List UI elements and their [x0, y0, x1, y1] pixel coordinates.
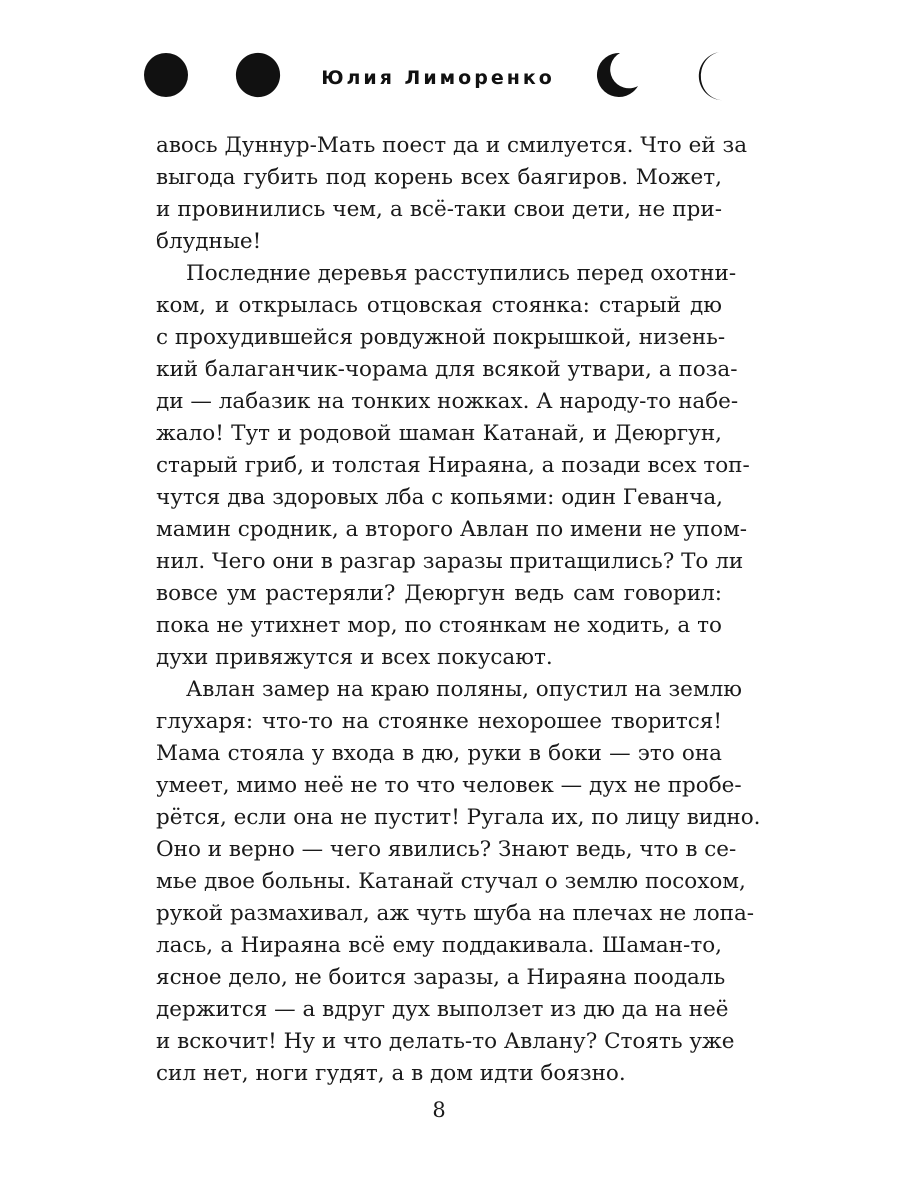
text-line: ясное дело, не боится заразы, а Нираяна поодаль [156, 965, 726, 990]
text-line: кий балаганчик-чорама для всякой утвари, а поза- [156, 357, 738, 382]
text-line: ди — лабазик на тонких ножках. А народу-то набе- [156, 389, 739, 414]
page-header [140, 44, 736, 106]
text-line: и провинились чем, а всё-таки свои дети, не при- [156, 197, 722, 222]
text-line: ком, и открылась отцовская стоянка: старый дю [156, 293, 722, 318]
body-text [156, 130, 761, 1090]
text-line: авось Дуннур-Мать поест да и смилуется. Что ей за [156, 133, 748, 158]
text-line: и вскочит! Ну и что делать-то Авлану? Стоять уже [156, 1029, 735, 1054]
text-line: рукой размахивал, аж чуть шуба на плечах не лопа- [156, 901, 755, 926]
text-line: глухаря: что-то на стоянке нехорошее творится! [156, 709, 722, 734]
text-line: с прохудившейся ровдужной покрышкой, низень- [156, 325, 726, 350]
text-line: выгода губить под корень всех баягиров. Может, [156, 165, 722, 190]
text-line: блудные! [156, 229, 262, 254]
thin-crescent-moon-icon [686, 44, 738, 106]
paragraph [156, 674, 761, 1090]
text-line: пока не утихнет мор, по стоянкам не ходить, а то [156, 613, 722, 638]
paragraph [156, 258, 750, 674]
text-line: рётся, если она не пустит! Ругала их, по лицу видно. [156, 805, 761, 830]
text-line: Оно и верно — чего явились? Знают ведь, что в се- [156, 837, 737, 862]
text-line: жало! Тут и родовой шаман Катанай, и Деюргун, [156, 421, 722, 446]
text-line: мамин сродник, а второго Авлан по имени не упом- [156, 517, 748, 542]
text-line: Авлан замер на краю поляны, опустил на землю [186, 677, 742, 702]
text-line: нил. Чего они в разгар заразы притащились? То ли [156, 549, 744, 574]
running-head-author: Юлия Лиморенко [321, 67, 555, 89]
full-moon-icon [140, 44, 192, 106]
text-line: чутся два здоровых лба с копьями: один Геванча, [156, 485, 723, 510]
crescent-moon-icon [590, 44, 642, 106]
text-line: старый гриб, и толстая Нираяна, а позади всех топ- [156, 453, 750, 478]
text-line: Последние деревья расступились перед охотни- [186, 261, 737, 286]
text-line: Мама стояла у входа в дю, руки в боки — это она [156, 741, 722, 766]
text-line: умеет, мимо неё не то что человек — дух не пробе- [156, 773, 742, 798]
text-line: сил нет, ноги гудят, а в дом идти боязно. [156, 1061, 626, 1086]
page-number: 8 [432, 1098, 446, 1122]
text-line: лась, а Нираяна всё ему поддакивала. Шаман-то, [156, 933, 722, 958]
text-line: мье двое больны. Катанай стучал о землю посохом, [156, 869, 746, 894]
paragraph [156, 130, 748, 258]
waning-gibbous-icon [234, 44, 286, 106]
text-line: держится — а вдруг дух выползет из дю да на неё [156, 997, 729, 1022]
text-line: вовсе ум растеряли? Деюргун ведь сам говорил: [156, 581, 722, 606]
text-line: духи привяжутся и всех покусают. [156, 645, 553, 670]
